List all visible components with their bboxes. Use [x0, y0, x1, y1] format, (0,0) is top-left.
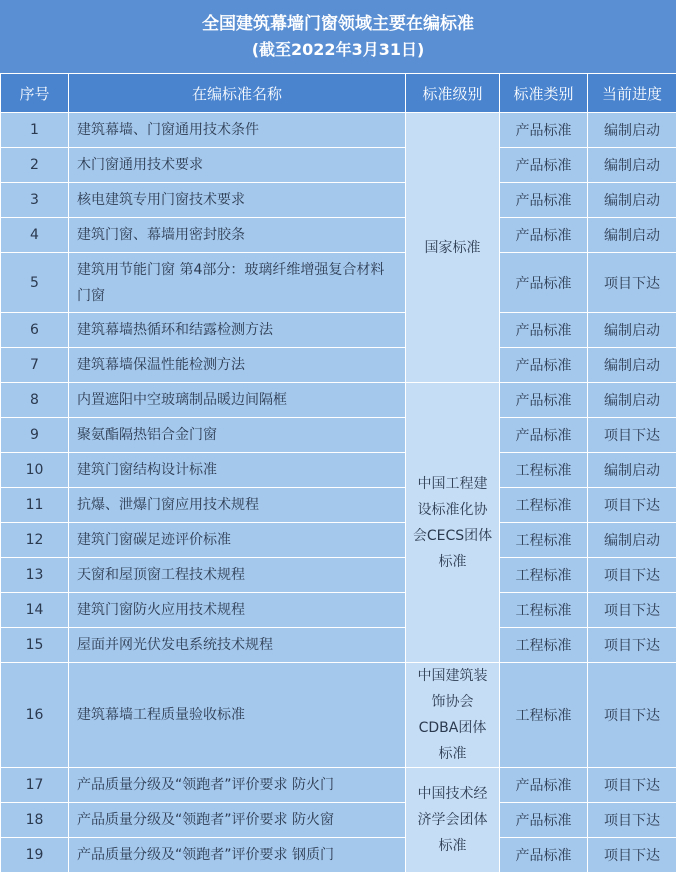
standard-name: 建筑幕墙保温性能检测方法: [69, 348, 406, 383]
row-number: 12: [1, 523, 69, 558]
row-number: 17: [1, 768, 69, 803]
row-number: 11: [1, 488, 69, 523]
progress-status: 编制启动: [588, 183, 676, 218]
standard-category: 产品标准: [500, 253, 588, 313]
standard-name: 建筑幕墙、门窗通用技术条件: [69, 113, 406, 148]
standard-category: 产品标准: [500, 803, 588, 838]
table-row: [1, 803, 676, 838]
table-row: [1, 348, 676, 383]
header-category: 标准类别: [500, 74, 588, 113]
progress-status: 编制启动: [588, 523, 676, 558]
table-row: [1, 593, 676, 628]
progress-status: 编制启动: [588, 453, 676, 488]
table-row: [1, 523, 676, 558]
table-header-row: [1, 74, 676, 113]
progress-status: 编制启动: [588, 313, 676, 348]
table-title: 全国建筑幕墙门窗领域主要在编标准: [202, 13, 474, 34]
standard-name: 建筑幕墙工程质量验收标准: [69, 663, 406, 768]
row-number: 10: [1, 453, 69, 488]
table-row: [1, 113, 676, 148]
table-row: [1, 418, 676, 453]
standard-category: 工程标准: [500, 628, 588, 663]
table-row: [1, 253, 676, 313]
standard-name: 产品质量分级及“领跑者”评价要求 防火门: [69, 768, 406, 803]
row-number: 15: [1, 628, 69, 663]
table-row: [1, 488, 676, 523]
row-number: 9: [1, 418, 69, 453]
table-row: [1, 183, 676, 218]
standard-name: 产品质量分级及“领跑者”评价要求 防火窗: [69, 803, 406, 838]
row-number: 16: [1, 663, 69, 768]
standard-category: 工程标准: [500, 558, 588, 593]
progress-status: 项目下达: [588, 488, 676, 523]
standard-name: 天窗和屋顶窗工程技术规程: [69, 558, 406, 593]
standard-category: 产品标准: [500, 113, 588, 148]
table-subtitle-date: (截至2022年3月31日): [251, 39, 425, 59]
standard-name: 木门窗通用技术要求: [69, 148, 406, 183]
standard-category: 工程标准: [500, 453, 588, 488]
table-row: [1, 313, 676, 348]
progress-status: 编制启动: [588, 383, 676, 418]
standard-name: 核电建筑专用门窗技术要求: [69, 183, 406, 218]
progress-status: 编制启动: [588, 218, 676, 253]
table-body: [1, 113, 676, 873]
standard-level: 中国建筑装饰协会CDBA团体标准: [406, 663, 500, 768]
table-row: [1, 148, 676, 183]
row-number: 2: [1, 148, 69, 183]
standard-name: 建筑门窗、幕墙用密封胶条: [69, 218, 406, 253]
progress-status: 项目下达: [588, 663, 676, 768]
table-row: [1, 628, 676, 663]
progress-status: 项目下达: [588, 803, 676, 838]
standard-category: 产品标准: [500, 768, 588, 803]
row-number: 6: [1, 313, 69, 348]
standard-name: 抗爆、泄爆门窗应用技术规程: [69, 488, 406, 523]
progress-status: 项目下达: [588, 593, 676, 628]
header-name: 在编标准名称: [69, 74, 406, 113]
standard-category: 工程标准: [500, 523, 588, 558]
header-level: 标准级别: [406, 74, 500, 113]
standard-category: 产品标准: [500, 383, 588, 418]
standard-name: 建筑门窗结构设计标准: [69, 453, 406, 488]
standard-level: 中国工程建设标准化协会CECS团体标准: [406, 383, 500, 663]
row-number: 19: [1, 838, 69, 873]
row-number: 14: [1, 593, 69, 628]
standards-table: [0, 73, 676, 873]
standard-category: 工程标准: [500, 488, 588, 523]
progress-status: 项目下达: [588, 838, 676, 873]
progress-status: 项目下达: [588, 418, 676, 453]
standard-category: 产品标准: [500, 148, 588, 183]
standard-category: 产品标准: [500, 418, 588, 453]
row-number: 3: [1, 183, 69, 218]
row-number: 1: [1, 113, 69, 148]
header-no: 序号: [1, 74, 69, 113]
header-progress: 当前进度: [588, 74, 676, 113]
standard-name: 建筑用节能门窗 第4部分：玻璃纤维增强复合材料门窗: [69, 253, 406, 313]
standard-category: 产品标准: [500, 183, 588, 218]
standard-name: 内置遮阳中空玻璃制品暖边间隔框: [69, 383, 406, 418]
table-row: [1, 558, 676, 593]
standard-category: 产品标准: [500, 218, 588, 253]
table-row: [1, 663, 676, 768]
progress-status: 项目下达: [588, 768, 676, 803]
progress-status: 编制启动: [588, 348, 676, 383]
standard-name: 建筑门窗防火应用技术规程: [69, 593, 406, 628]
progress-status: 编制启动: [588, 113, 676, 148]
standard-level: 国家标准: [406, 113, 500, 383]
standard-category: 工程标准: [500, 663, 588, 768]
table-title-banner: [0, 0, 676, 73]
standard-level: 中国技术经济学会团体标准: [406, 768, 500, 873]
table-row: [1, 453, 676, 488]
standard-name: 建筑门窗碳足迹评价标准: [69, 523, 406, 558]
standard-name: 屋面并网光伏发电系统技术规程: [69, 628, 406, 663]
row-number: 4: [1, 218, 69, 253]
row-number: 8: [1, 383, 69, 418]
progress-status: 编制启动: [588, 148, 676, 183]
table-row: [1, 383, 676, 418]
row-number: 7: [1, 348, 69, 383]
standard-category: 工程标准: [500, 593, 588, 628]
table-row: [1, 838, 676, 873]
progress-status: 项目下达: [588, 253, 676, 313]
row-number: 13: [1, 558, 69, 593]
standard-name: 聚氨酯隔热铝合金门窗: [69, 418, 406, 453]
progress-status: 项目下达: [588, 628, 676, 663]
standard-category: 产品标准: [500, 348, 588, 383]
row-number: 18: [1, 803, 69, 838]
standard-category: 产品标准: [500, 838, 588, 873]
standard-name: 建筑幕墙热循环和结露检测方法: [69, 313, 406, 348]
standard-category: 产品标准: [500, 313, 588, 348]
standard-name: 产品质量分级及“领跑者”评价要求 钢质门: [69, 838, 406, 873]
table-row: [1, 768, 676, 803]
progress-status: 项目下达: [588, 558, 676, 593]
row-number: 5: [1, 253, 69, 313]
table-row: [1, 218, 676, 253]
